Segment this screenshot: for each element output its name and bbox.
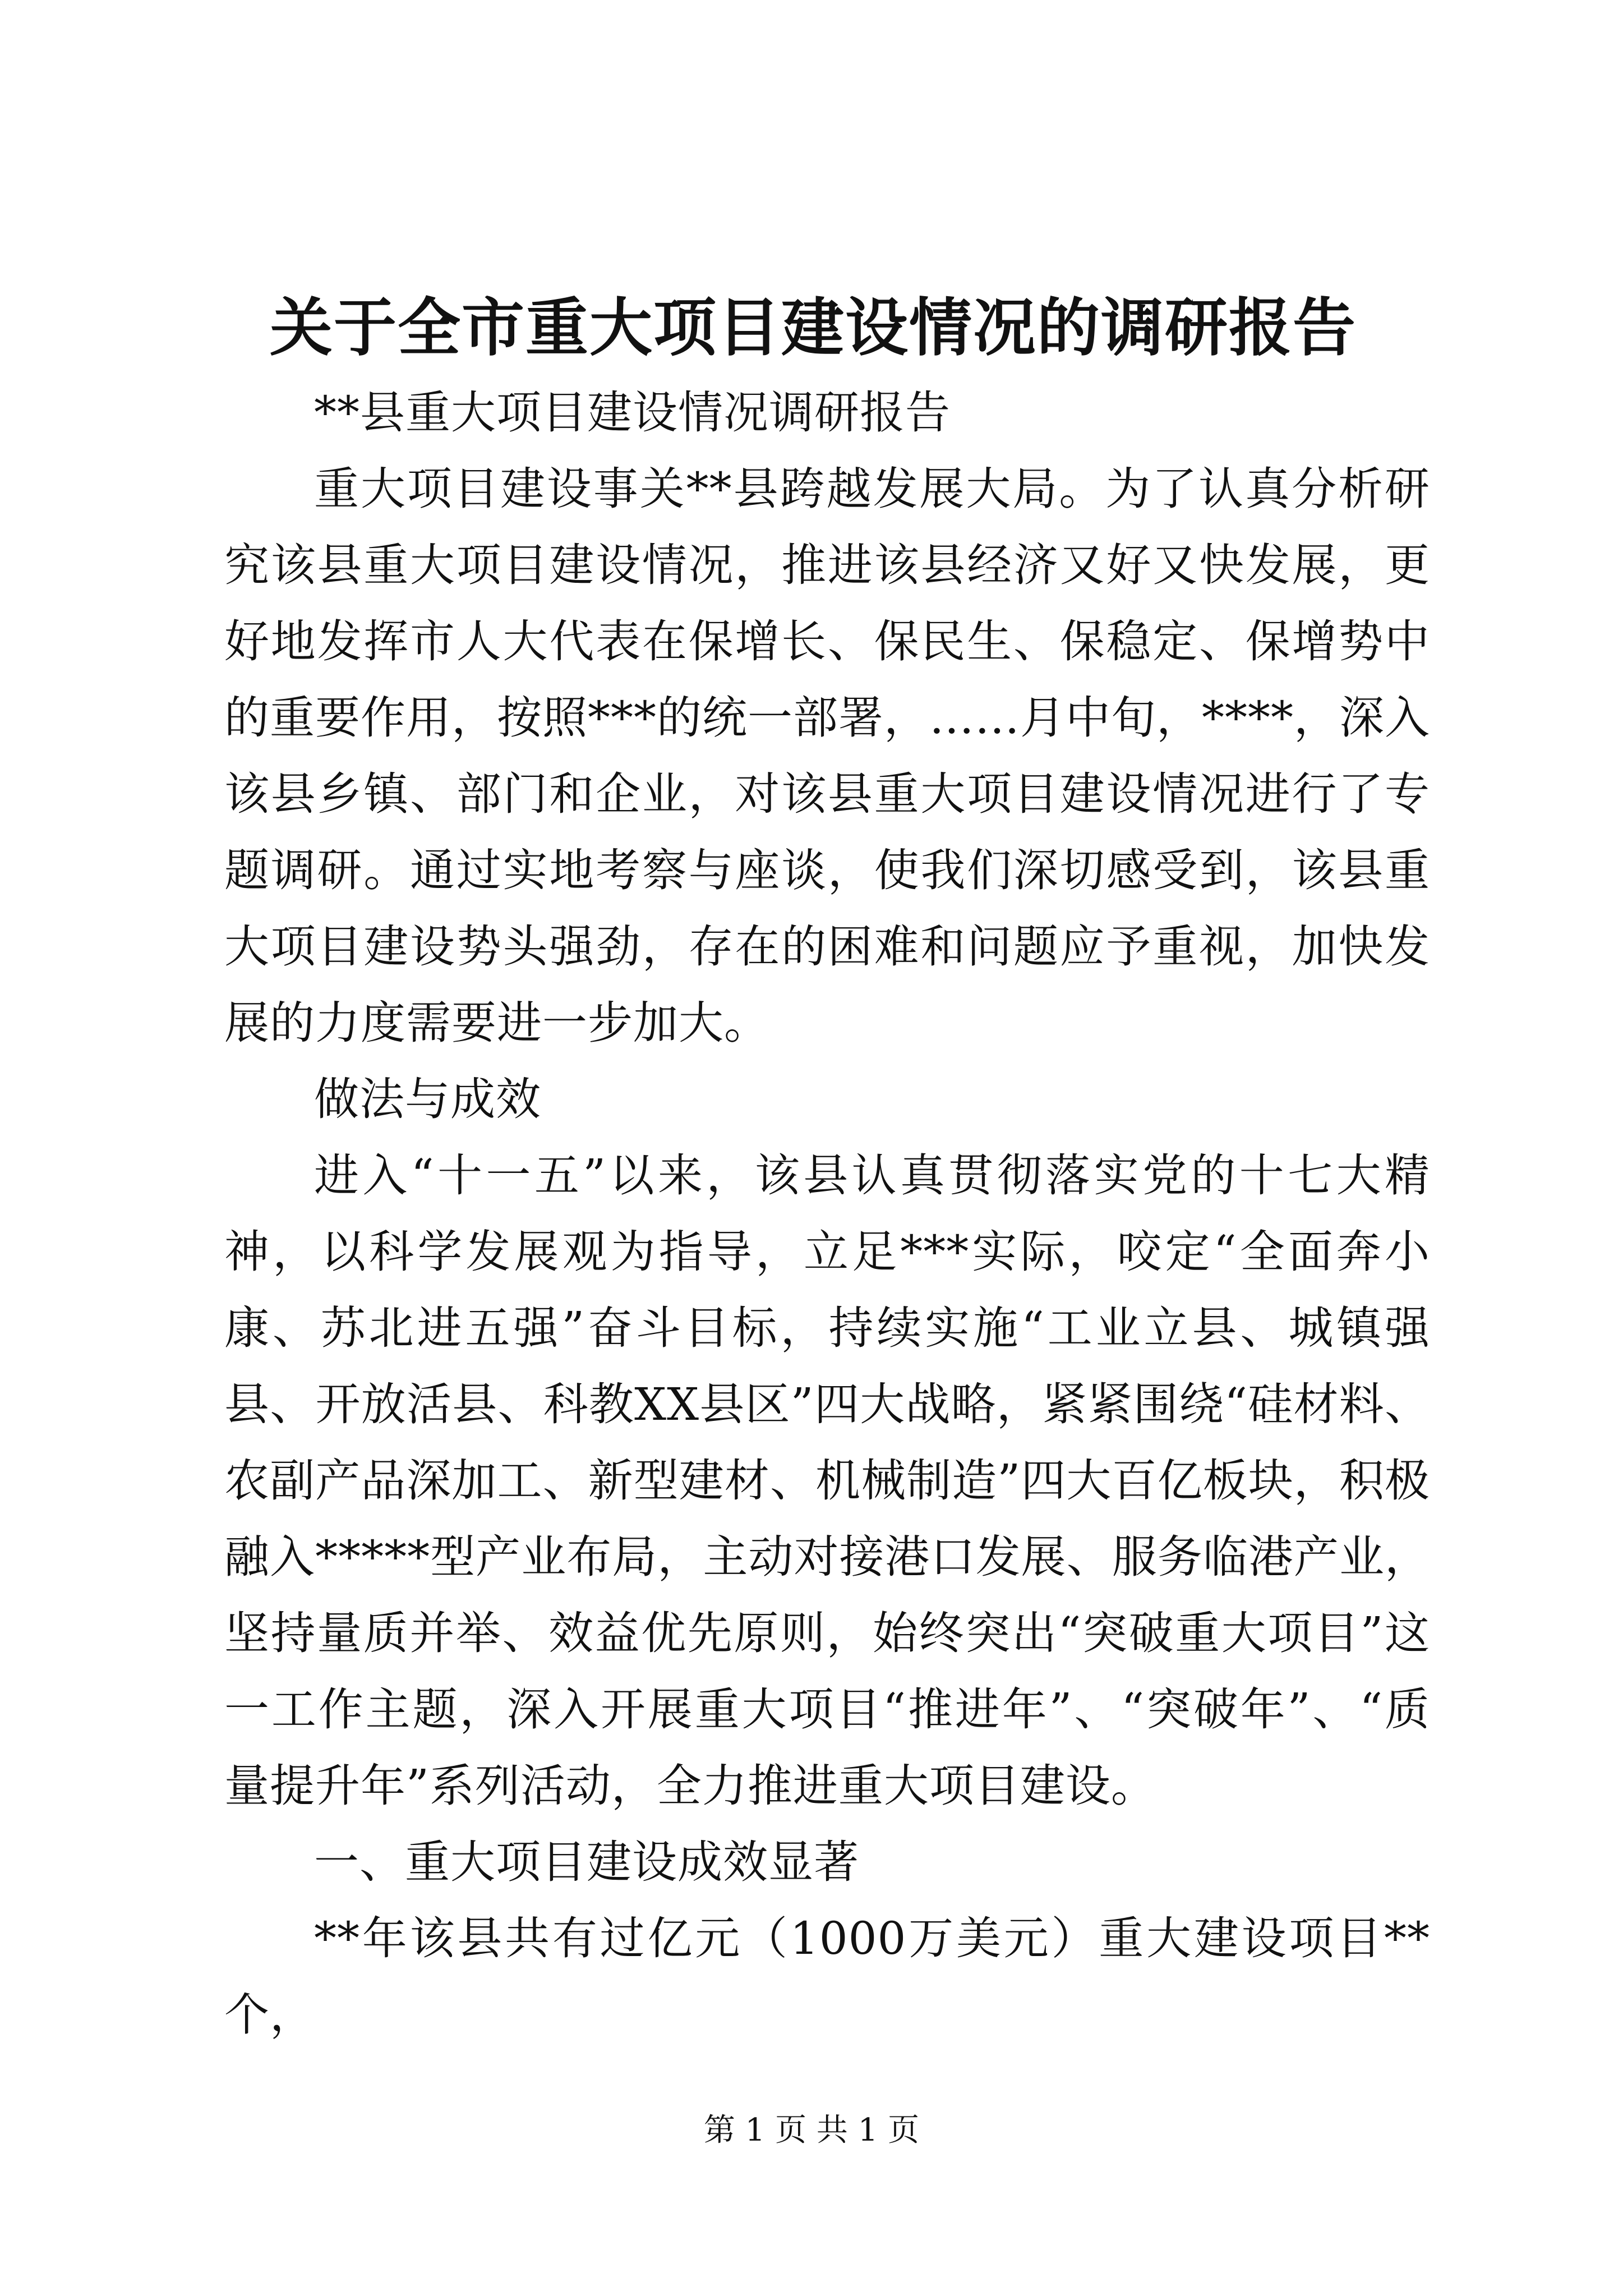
section-heading-results: 一、重大项目建设成效显著 bbox=[314, 1836, 859, 1888]
practices-paragraph: 进入“十一五”以来，该县认真贯彻落实党的十七大精神，以科学发展观为指导，立足***实际，咬定“全面奔小康、苏北进五强”奋斗目标，持续实施“工业立县、城镇强县、开放活县、科教XX县区”四大战略，紧紧围绕“硅材料、农副产品深加工、新型建材、机械制造”四大百亿板块，积极融入*****型产业布局，主动对接港口发展、服务临港产业，坚持量质并举、效益优先原则，始终突出“突破重大项目”这一工作主题，深入开展重大项目“推进年”、“突破年”、“质量提升年”系列活动，全力推进重大项目建设。 bbox=[224, 1149, 1430, 1812]
document-body bbox=[224, 375, 1430, 2053]
section-heading-practices: 做法与成效 bbox=[314, 1073, 541, 1125]
document-title: 关于全市重大项目建设情况的调研报告 bbox=[270, 291, 1357, 365]
intro-paragraph: 重大项目建设事关**县跨越发展大局。为了认真分析研究该县重大项目建设情况，推进该县经济又好又快发展，更好地发挥市人大代表在保增长、保民生、保稳定、保增势中的重要作用，按照***的统一部署，……月中旬，****，深入该县乡镇、部门和企业，对该县重大项目建设情况进行了专题调研。通过实地考察与座谈，使我们深切感受到，该县重大项目建设势头强劲，存在的困难和问题应予重视，加快发展的力度需要进一步加大。 bbox=[224, 463, 1430, 1049]
results-paragraph: **年该县共有过亿元（1000万美元）重大建设项目**个， bbox=[224, 1912, 1430, 2041]
page-footer: 第 1 页 共 1 页 bbox=[703, 2112, 920, 2148]
subtitle-paragraph: **县重大项目建设情况调研报告 bbox=[314, 386, 951, 439]
